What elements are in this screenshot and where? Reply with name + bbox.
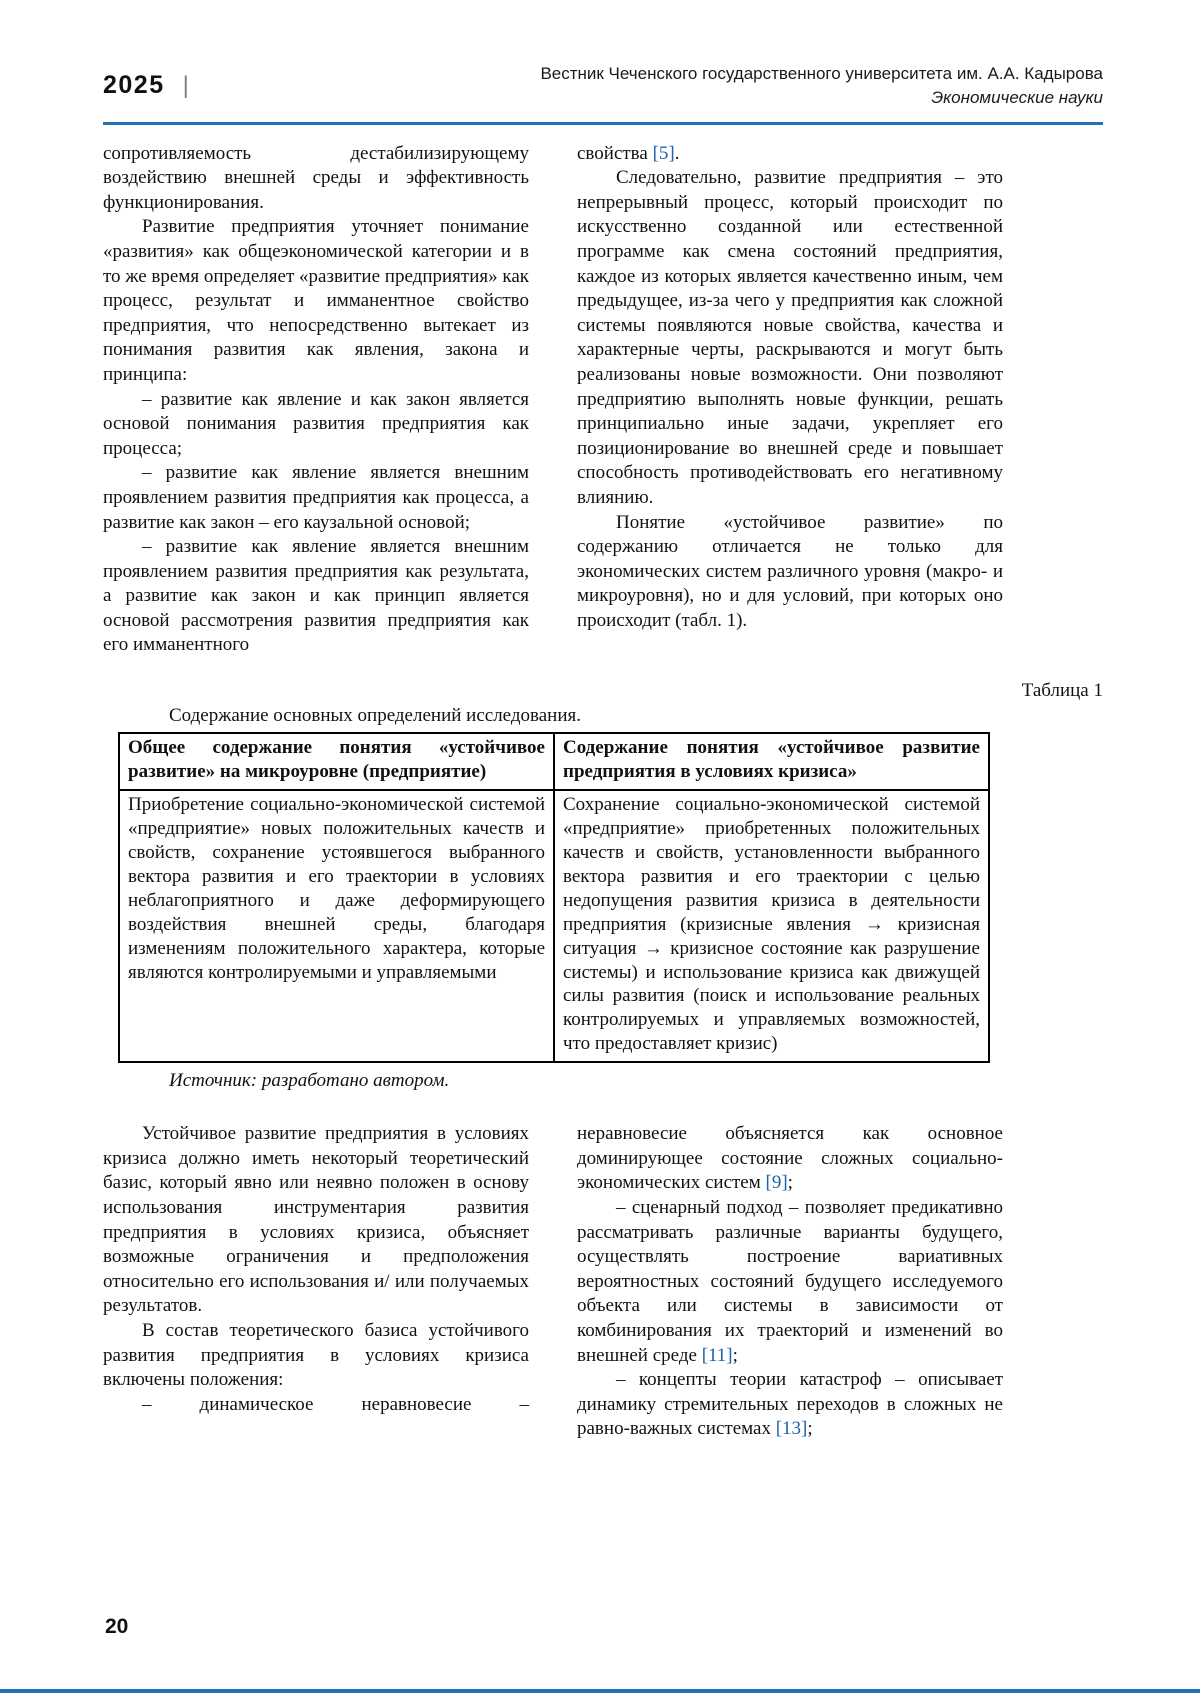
top-columns (103, 142, 1103, 658)
paragraph: Устойчивое развитие предприятия в условиях кризиса должно иметь некоторый теоретический базис, который явно или неявно положен в основу использования инструментария развития предприятия в условиях кризиса, объясняет возможные ограничения и предположения относительно его использования и/ или получаемых результатов. (103, 1123, 529, 1317)
top-left-column (103, 142, 529, 658)
table-cell-right: Сохранение социально-экономической системой «предприятие» приобретенных положительных качеств и свойств, установленности выбранного вектора развития и его траектории с целью недопущения развития кризиса в деятельности предприятия (кризисные явления → кризисная ситуация → кризисное состояние как разрушение системы) и использование кризиса как движущей силы развития (поиск и использование реальных контролируемых и управляемых возможностей, что предоставляет кризис) (554, 790, 989, 1062)
table-header-row (119, 733, 989, 790)
bottom-left-column (103, 1122, 529, 1442)
header-rule (103, 122, 1103, 125)
citation-ref: [5] (652, 142, 675, 164)
paragraph: – развитие как явление является внешним проявлением развития предприятия как процесса, а развитие как закон – его каузальной основой; (103, 462, 529, 533)
paragraph: – концепты теории катастроф – описывает динамику стремительных переходов в сложных не равно-важных системах [13]; (577, 1369, 1003, 1440)
journal-title: Вестник Чеченского государственного университета им. А.А. Кадырова (540, 64, 1103, 83)
year-block (103, 71, 189, 100)
citation-ref: [13] (775, 1418, 808, 1440)
paragraph: В состав теоретического базиса устойчивого развития предприятия в условиях кризиса включены положения: (103, 1320, 529, 1391)
table-source-note: Источник: разработано автором. (169, 1070, 450, 1092)
paragraph: неравновесие объясняется как основное доминирующее состояние сложных социально-экономических систем [9]; (577, 1123, 1003, 1194)
paragraph: сопротивляемость дестабилизирующему воздействию внешней среды и эффективность функционирования. (103, 142, 529, 213)
citation-ref: [9] (765, 1172, 788, 1194)
paragraph: – развитие как явление является внешним проявлением развития предприятия как результата, а развитие как закон и как принцип является основой рассмотрения развития предприятия как его имманентного (103, 536, 529, 656)
paragraph: Развитие предприятия уточняет понимание «развития» как общеэкономической категории и в то же время определяет «развитие предприятия» как процесс, результат и имманентное свойство предприятия, что непосредственно вытекает из понимания развития как явления, закона и принципа: (103, 216, 529, 385)
year-label: 2025 (103, 71, 165, 100)
bottom-columns (103, 1122, 1103, 1442)
journal-section: Экономические науки (931, 87, 1103, 107)
table-header-cell-right: Содержание понятия «устойчивое развитие предприятия в условиях кризиса» (554, 733, 989, 790)
table-row (119, 790, 989, 1062)
footer-rule (0, 1689, 1200, 1693)
header-divider: | (182, 72, 189, 100)
paragraph: – динамическое неравновесие – (142, 1393, 529, 1415)
paragraph: – сценарный подход – позволяет предикативно рассматривать различные варианты будущего, осуществлять построение вариативных вероятностных состояний будущего исследуемого объекта или системы в зависимости от комбинирования их траекторий и изменений во внешней среде [11]; (577, 1197, 1003, 1366)
bottom-right-column (577, 1122, 1003, 1442)
table-cell-left: Приобретение социально-экономической системой «предприятие» новых положительных качеств и свойств, сохранение устоявшегося выбранного вектора развития и его траектории в условиях неблагоприятного и даже деформирующего воздействия внешней среды, благодаря изменениям положительного характера, которые являются контролируемыми и управляемыми (119, 790, 554, 1062)
citation-ref: [11] (701, 1344, 733, 1366)
table-caption: Содержание основных определений исследования. (169, 705, 581, 727)
table-label: Таблица 1 (1021, 680, 1103, 702)
paragraph: Понятие «устойчивое развитие» по содержанию отличается не только для экономических систем различного уровня (макро- и микроуровня), но и для условий, при которых оно происходит (табл. 1). (577, 511, 1003, 631)
page-header (103, 62, 1103, 122)
page-number: 20 (105, 1615, 129, 1638)
paragraph: свойства [5]. (577, 142, 680, 164)
journal-header (540, 62, 1103, 110)
definitions-table (118, 732, 990, 1063)
paragraph: – развитие как явление и как закон является основой понимания развития предприятия как процесса; (103, 388, 529, 459)
top-right-column (577, 142, 1003, 658)
paragraph: Следовательно, развитие предприятия – это непрерывный процесс, который происходит по искусственно созданной или естественной программе как смена состояний предприятия, каждое из которых является качественно иным, чем предыдущее, из-за чего у предприятия как сложной системы появляются новые свойства, качества и характерные черты, раскрываются и могут быть реализованы новые возможности. Они позволяют предприятию выполнять новые функции, решать принципиально иные задачи, укрепляет его позиционирование во внешней среде и повышает способность противодействовать его негативному влиянию. (577, 167, 1003, 508)
table-header-cell-left: Общее содержание понятия «устойчивое развитие» на микроуровне (предприятие) (119, 733, 554, 790)
